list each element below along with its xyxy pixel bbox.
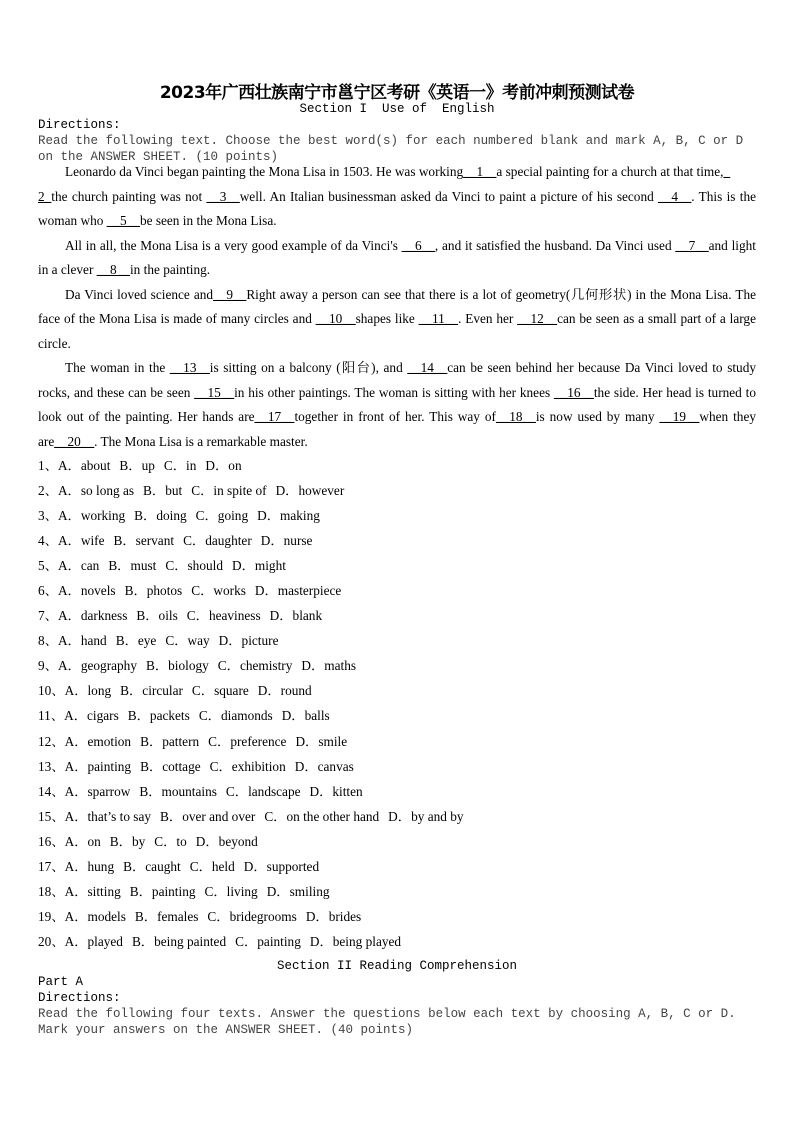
passage-text: . Even her: [458, 311, 518, 326]
passage-text: The woman in the: [65, 360, 170, 375]
answer-option: D．on: [205, 458, 242, 473]
question-item: [38, 678, 473, 703]
answer-option: B．circular: [120, 683, 183, 699]
question-item: [38, 453, 473, 478]
section2-heading: Section II Reading Comprehension: [276, 959, 518, 973]
question-item: [38, 478, 473, 503]
question-number: 14、: [38, 783, 65, 799]
question-number: 11、: [38, 708, 65, 724]
passage-text: can be seen behind her because Da Vinci loved to study rocks, and these can be seen: [38, 360, 757, 400]
answer-option: D．picture: [218, 633, 279, 649]
directions-text: Read the following text. Choose the best word(s) for each numbered blank and mark A, B, C or D on the ANSWER SHEET. (10 points): [38, 134, 744, 164]
answer-option: B．must: [108, 558, 157, 574]
cloze-blank: __5__: [106, 213, 140, 228]
answer-option: C．to: [154, 833, 187, 849]
directions-label: Directions:: [38, 118, 121, 132]
passage-text: Leonardo da Vinci began painting the Mona Lisa in 1503. He was working: [65, 164, 464, 179]
cloze-blank: __8__: [96, 262, 130, 277]
answer-option: A．played: [64, 933, 123, 949]
answer-option: D．brides: [305, 908, 362, 924]
question-number: 7、: [38, 608, 58, 624]
question-number: 15、: [38, 808, 65, 824]
answer-option: B．biology: [145, 658, 209, 674]
cloze-blank: __3__: [206, 188, 240, 204]
directions-label: Directions:: [38, 991, 121, 1005]
passage-text: Da Vinci loved science and: [65, 286, 214, 302]
answer-option: B．but: [143, 483, 183, 499]
answer-option: C．in: [163, 458, 197, 473]
question-list: [38, 453, 473, 954]
cloze-blank: __18__: [495, 409, 536, 424]
cloze-blank: __15__: [194, 384, 235, 400]
answer-option: B．cottage: [140, 758, 201, 774]
answer-option: C．painting: [235, 933, 301, 949]
cloze-blank: __12__: [517, 311, 558, 326]
answer-option: A．hand: [57, 633, 107, 649]
answer-option: A．geography: [57, 658, 137, 674]
answer-option: A．hung: [64, 858, 115, 874]
answer-option: C．preference: [208, 733, 287, 749]
part-label: Part A: [38, 975, 84, 989]
passage-text: Right away a person can see that there is a lot of geometry(几何形状) in the Mona Lisa. The face of the Mona Lisa is made of many circles and: [38, 286, 756, 326]
answer-option: C．daughter: [183, 533, 252, 549]
cloze-blank: __16__: [553, 384, 594, 400]
answer-option: D．smiling: [266, 883, 330, 899]
answer-option: A．that’s to say: [64, 808, 152, 824]
question-item: [38, 553, 473, 578]
passage-text: All in all, the Mona Lisa is a very good example of da Vinci's: [65, 237, 402, 253]
answer-option: A．working: [57, 508, 126, 524]
answer-option: C．going: [195, 508, 249, 524]
answer-option: A．about: [57, 458, 111, 473]
question-number: 19、: [38, 908, 65, 924]
answer-option: A．models: [64, 908, 126, 924]
answer-option: B．being painted: [131, 933, 227, 949]
answer-option: C．square: [191, 683, 249, 699]
answer-option: B．pattern: [140, 733, 200, 749]
answer-option: C．on the other hand: [264, 808, 380, 824]
answer-option: B．over and over: [160, 808, 256, 824]
passage-text: in his other paintings. The woman is sitting with her knees: [234, 384, 554, 400]
answer-option: B．photos: [124, 583, 183, 599]
answer-option: D．canvas: [294, 758, 354, 774]
cloze-blank: __1__: [463, 164, 497, 179]
cloze-blank: __6__: [401, 237, 435, 253]
answer-option: C．held: [189, 858, 235, 874]
answer-option: D．being played: [309, 933, 402, 949]
passage-text: and light in a clever: [38, 237, 756, 277]
answer-option: C．works: [191, 583, 246, 599]
answer-option: D．balls: [281, 708, 330, 724]
answer-option: D．blank: [269, 608, 323, 624]
section2-part-a: [38, 974, 758, 1038]
answer-option: D．supported: [243, 858, 320, 874]
question-item: [38, 729, 473, 754]
answer-option: D．kitten: [309, 783, 363, 799]
answer-option: A．sparrow: [64, 783, 131, 799]
answer-option: D．making: [257, 508, 320, 524]
question-number: 17、: [38, 858, 65, 874]
passage-text: a special painting for a church at that time,: [496, 164, 724, 179]
answer-option: D．beyond: [195, 833, 258, 849]
question-item: [38, 829, 473, 854]
document-title: 2023年广西壮族南宁市邕宁区考研《英语一》考前冲刺预测试卷: [159, 83, 635, 103]
passage-text: be seen in the Mona Lisa.: [139, 213, 277, 228]
passage-paragraph: [38, 356, 756, 454]
passage-text: is now used by many: [535, 409, 660, 424]
answer-option: A．cigars: [64, 708, 119, 724]
cloze-blank: __4__: [658, 188, 692, 204]
question-item: [38, 703, 473, 728]
passage-text: , and it satisfied the husband. Da Vinci used: [434, 237, 676, 253]
cloze-blank: __20__: [54, 433, 95, 449]
answer-option: A．emotion: [64, 733, 132, 749]
answer-option: B．females: [134, 908, 199, 924]
cloze-blank: __14__: [407, 360, 448, 375]
answer-option: D．masterpiece: [254, 583, 342, 599]
cloze-blank: _ 2_: [38, 164, 731, 204]
passage-paragraph: [38, 283, 756, 357]
answer-option: A．wife: [57, 533, 105, 549]
answer-option: C．living: [204, 883, 258, 899]
answer-option: C．diamonds: [198, 708, 273, 724]
passage-text: the side. Her head is turned to look out of the painting. Her hands are: [38, 384, 756, 424]
answer-option: B．packets: [127, 708, 190, 724]
question-number: 4、: [38, 533, 58, 549]
directions-text: Read the following four texts. Answer the questions below each text by choosing A, B, C or D. Mark your answers on the ANSWER SHEET. (40 points): [38, 1007, 736, 1037]
answer-option: D．round: [257, 683, 312, 699]
question-item: [38, 503, 473, 528]
question-item: [38, 578, 473, 603]
section1-directions: [38, 117, 758, 165]
question-number: 2、: [38, 483, 58, 499]
cloze-blank: __9__: [213, 286, 247, 302]
question-number: 6、: [38, 583, 58, 599]
answer-option: D．however: [275, 483, 345, 499]
answer-option: B．doing: [134, 508, 187, 524]
cloze-blank: __10__: [315, 311, 356, 326]
cloze-passage: [38, 160, 756, 454]
cloze-blank: __7__: [675, 237, 709, 253]
question-number: 10、: [38, 683, 65, 699]
question-number: 8、: [38, 633, 58, 649]
passage-text: together in front of her. This way of: [294, 409, 496, 424]
question-number: 18、: [38, 883, 65, 899]
answer-option: C．chemistry: [217, 658, 293, 674]
answer-option: A．darkness: [57, 608, 128, 624]
cloze-blank: __13__: [169, 360, 210, 375]
passage-paragraph: [38, 160, 756, 234]
passage-text: the church painting was not: [51, 188, 207, 204]
answer-option: B．oils: [136, 608, 178, 624]
question-number: 9、: [38, 658, 58, 674]
question-number: 1、: [38, 458, 58, 473]
answer-option: A．so long as: [57, 483, 135, 499]
question-item: [38, 929, 473, 954]
passage-text: can be seen as a small part of a large circle.: [38, 311, 756, 351]
answer-option: A．on: [64, 833, 101, 849]
question-item: [38, 754, 473, 779]
passage-paragraph: [38, 234, 756, 283]
answer-option: D．maths: [301, 658, 357, 674]
cloze-blank: __19__: [659, 409, 700, 424]
question-item: [38, 904, 473, 929]
answer-option: B．mountains: [139, 783, 217, 799]
answer-option: A．sitting: [64, 883, 121, 899]
question-number: 5、: [38, 558, 58, 574]
answer-option: A．long: [64, 683, 112, 699]
passage-text: is sitting on a balcony (阳台), and: [209, 360, 408, 375]
cloze-blank: __11__: [418, 311, 459, 326]
answer-option: C．way: [165, 633, 210, 649]
answer-option: B．servant: [113, 533, 175, 549]
answer-option: D．by and by: [388, 808, 464, 824]
question-item: [38, 603, 473, 628]
question-item: [38, 528, 473, 553]
answer-option: A．can: [57, 558, 100, 574]
answer-option: B．eye: [115, 633, 157, 649]
question-number: 3、: [38, 508, 58, 524]
answer-option: C．should: [165, 558, 223, 574]
question-item: [38, 854, 473, 879]
question-item: [38, 779, 473, 804]
question-number: 20、: [38, 933, 65, 949]
passage-text: in the painting.: [129, 262, 211, 277]
answer-option: D．might: [231, 558, 286, 574]
answer-option: D．nurse: [260, 533, 313, 549]
passage-text: . The Mona Lisa is a remarkable master.: [94, 433, 308, 449]
answer-option: D．smile: [295, 733, 348, 749]
question-number: 12、: [38, 733, 65, 749]
answer-option: B．by: [109, 833, 146, 849]
answer-option: C．exhibition: [209, 758, 286, 774]
passage-text: shapes like: [355, 311, 419, 326]
question-item: [38, 879, 473, 904]
cloze-blank: __17__: [254, 409, 295, 424]
answer-option: C．in spite of: [191, 483, 267, 499]
passage-text: . This is the woman who: [38, 188, 756, 228]
answer-option: C．heaviness: [186, 608, 261, 624]
question-item: [38, 804, 473, 829]
question-item: [38, 653, 473, 678]
answer-option: A．painting: [64, 758, 132, 774]
question-number: 13、: [38, 758, 65, 774]
answer-option: A．novels: [57, 583, 116, 599]
section1-heading: Section I Use of English: [299, 102, 495, 116]
answer-option: B．up: [119, 458, 155, 473]
answer-option: C．bridegrooms: [207, 908, 297, 924]
passage-text: well. An Italian businessman asked da Vinci to paint a picture of his second: [239, 188, 659, 204]
question-number: 16、: [38, 833, 65, 849]
passage-text: when they are: [38, 409, 756, 449]
question-item: [38, 628, 473, 653]
answer-option: B．painting: [129, 883, 196, 899]
answer-option: B．caught: [123, 858, 181, 874]
answer-option: C．landscape: [225, 783, 301, 799]
